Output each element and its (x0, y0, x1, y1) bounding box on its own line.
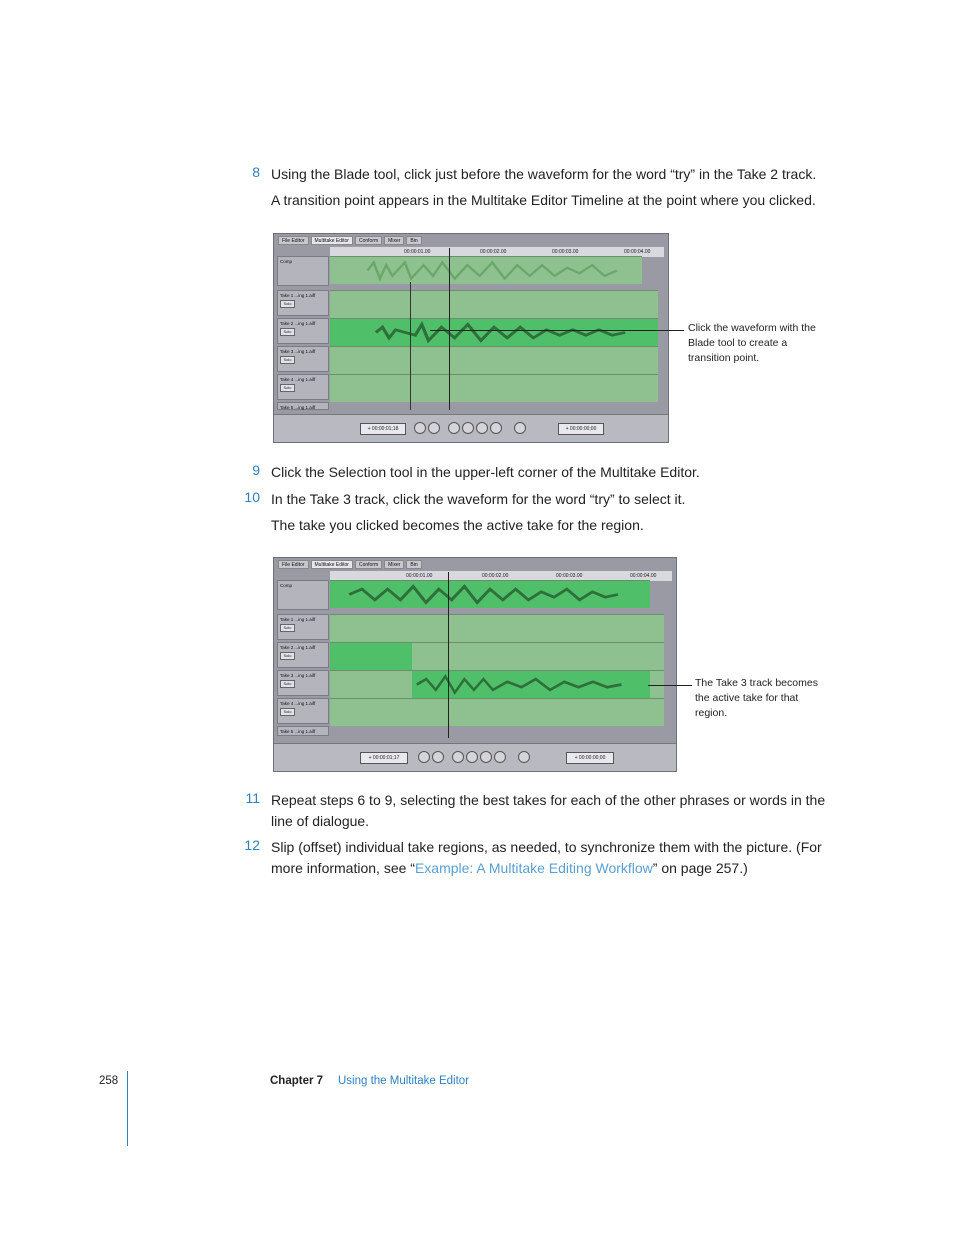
chapter-title: Using the Multitake Editor (338, 1075, 470, 1087)
multitake-editor-screenshot-1 (273, 233, 669, 443)
forward-button[interactable] (490, 422, 502, 434)
track-header: Take 3 ...ing 1.aiff Solo (277, 670, 329, 696)
forward-button[interactable] (494, 751, 506, 763)
footer-rule (127, 1071, 128, 1146)
play-button[interactable] (428, 422, 440, 434)
track-header: Take 5 ...ing 1.aiff (277, 726, 329, 736)
cross-reference-link[interactable]: Example: A Multitake Editing Workflow (414, 859, 653, 876)
record-button[interactable] (414, 422, 426, 434)
tab-multitake-editor: Multitake Editor (311, 236, 353, 245)
tab-conform: Conform (355, 236, 382, 245)
track-header: Take 5 ...ing 1.aiff (277, 402, 329, 410)
back-button[interactable] (466, 751, 478, 763)
play-forward-button[interactable] (480, 751, 492, 763)
chapter-label: Chapter 7 (270, 1075, 324, 1087)
step-number: 11 (245, 790, 260, 806)
tab-multitake-editor: Multitake Editor (311, 560, 353, 569)
comp-lane (330, 256, 642, 284)
comp-track-header: Comp (277, 580, 329, 610)
callout-line (430, 330, 684, 331)
step-number: 8 (252, 164, 260, 180)
take-lane[interactable] (330, 670, 664, 698)
solo-button[interactable]: Solo (280, 652, 295, 660)
multitake-editor-screenshot-2 (273, 557, 677, 772)
solo-button[interactable]: Solo (280, 708, 295, 716)
step-text: Slip (offset) individual take regions, as needed, to synchronize them with the picture. (For more information, see “Example: A Multitake Editing Workflow” on page 257.) (271, 839, 822, 876)
take-lane[interactable] (330, 614, 664, 642)
play-forward-button[interactable] (476, 422, 488, 434)
step-text: In the Take 3 track, click the waveform for the word “try” to select it. (271, 491, 686, 507)
solo-button[interactable]: Solo (280, 624, 295, 632)
take-lane[interactable] (330, 374, 658, 402)
rewind-button[interactable] (452, 751, 464, 763)
playhead (448, 572, 449, 738)
loop-button[interactable] (514, 422, 526, 434)
back-button[interactable] (462, 422, 474, 434)
take-lane[interactable] (330, 290, 658, 318)
timecode-right[interactable]: + 00:00:00;00 (558, 423, 604, 435)
playhead (449, 248, 450, 410)
tab-bin: Bin (406, 236, 421, 245)
timecode-right[interactable]: + 00:00:00;00 (566, 752, 614, 764)
record-button[interactable] (418, 751, 430, 763)
tab-bin: Bin (406, 560, 421, 569)
solo-button[interactable]: Solo (280, 328, 295, 336)
tab-file-editor: File Editor (278, 560, 309, 569)
step-text: Using the Blade tool, click just before the waveform for the word “try” in the Take 2 track. (271, 166, 817, 182)
take-lane[interactable] (330, 698, 664, 726)
transport-bar (274, 743, 676, 772)
track-header: Take 2 ...ing 1.aiff Solo (277, 642, 329, 668)
tab-mixer: Mixer (384, 560, 404, 569)
body-paragraph: A transition point appears in the Multitake Editor Timeline at the point where you clicked. (271, 192, 816, 208)
step-number: 9 (252, 462, 260, 478)
comp-lane (330, 580, 650, 608)
take-region-active[interactable] (330, 643, 412, 670)
comp-track-header: Comp (277, 256, 329, 286)
timecode-left[interactable]: + 00:00:01;17 (360, 752, 408, 764)
timeline-ruler: 00:00:01.00 00:00:02.00 00:00:03.00 00:00:04.00 (330, 247, 664, 257)
callout-text: Click the waveform with the Blade tool to create a transition point. (688, 322, 816, 364)
tab-conform: Conform (355, 560, 382, 569)
callout-text: The Take 3 track becomes the active take for that region. (695, 677, 818, 719)
rewind-button[interactable] (448, 422, 460, 434)
track-header: Take 2 ...ing 1.aiff Solo (277, 318, 329, 344)
page-number: 258 (99, 1075, 119, 1087)
take-lane[interactable] (330, 642, 664, 670)
timecode-left[interactable]: + 00:00:01;18 (360, 423, 406, 435)
solo-button[interactable]: Solo (280, 356, 295, 364)
track-header: Take 4 ...ing 1.aiff Solo (277, 374, 329, 400)
track-header: Take 1 ...ing 1.aiff Solo (277, 614, 329, 640)
loop-button[interactable] (518, 751, 530, 763)
transition-point (410, 282, 411, 410)
track-header: Take 1 ...ing 1.aiff Solo (277, 290, 329, 316)
callout-line (648, 685, 692, 686)
track-header: Take 3 ...ing 1.aiff Solo (277, 346, 329, 372)
step-number: 10 (244, 489, 260, 505)
timeline-ruler: 00:00:01.00 00:00:02.00 00:00:03.00 00:00:04.00 (330, 571, 672, 581)
step-text: Repeat steps 6 to 9, selecting the best takes for each of the other phrases or words in the line of dialogue. (271, 792, 826, 829)
solo-button[interactable]: Solo (280, 384, 295, 392)
step-number: 12 (244, 837, 260, 853)
take-lane[interactable] (330, 346, 658, 374)
tab-mixer: Mixer (384, 236, 404, 245)
transport-bar (274, 414, 668, 443)
step-text: Click the Selection tool in the upper-left corner of the Multitake Editor. (271, 464, 700, 480)
body-paragraph: The take you clicked becomes the active take for the region. (271, 517, 644, 533)
solo-button[interactable]: Solo (280, 680, 295, 688)
take-lane-active[interactable] (330, 318, 658, 346)
play-button[interactable] (432, 751, 444, 763)
tab-file-editor: File Editor (278, 236, 309, 245)
track-header: Take 4 ...ing 1.aiff Solo (277, 698, 329, 724)
solo-button[interactable]: Solo (280, 300, 295, 308)
